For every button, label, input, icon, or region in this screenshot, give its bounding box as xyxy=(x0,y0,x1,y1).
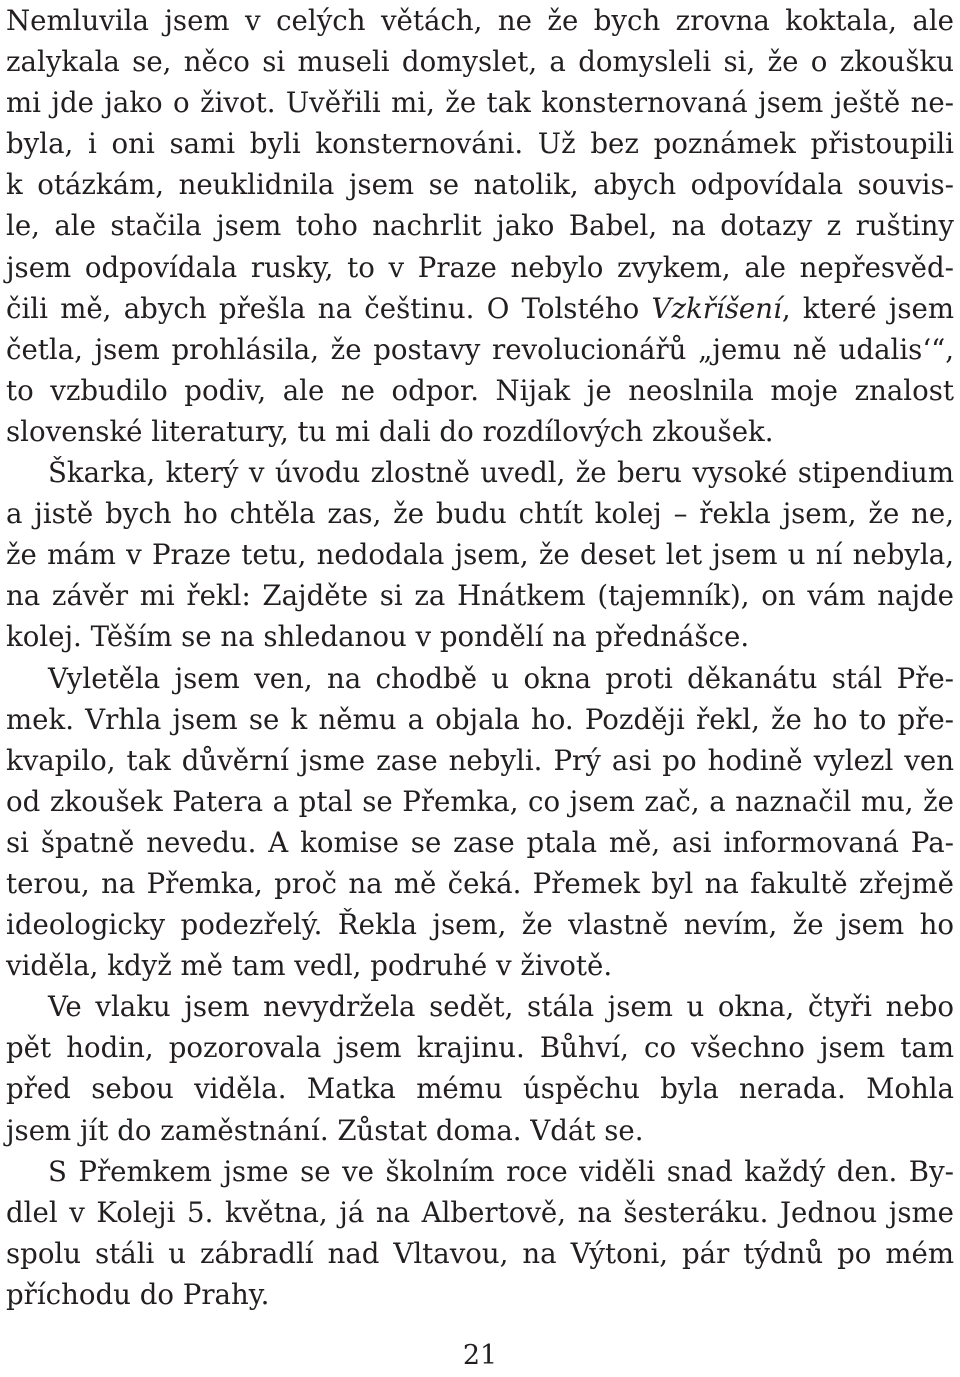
text-line xyxy=(6,41,954,82)
text-line xyxy=(6,781,954,822)
text-segment: čili mě, abych přešla na češtinu. O Tolstého xyxy=(6,291,652,325)
text-segment: , které jsem xyxy=(781,291,954,325)
text-segment: četla, jsem prohlásila, že postavy revolucionářů „jemu ně udalis‘“, xyxy=(6,332,954,366)
text-segment: že mám v Praze tetu, nedodala jsem, že deset let jsem u ní nebyla, xyxy=(6,538,954,572)
text-line xyxy=(6,1233,954,1274)
text-line xyxy=(6,1027,954,1068)
text-segment: kvapilo, tak důvěrní jsme zase nebyli. Prý asi po hodině vylezl ven xyxy=(6,743,954,777)
text-segment: k otázkám, neuklidnila jsem se natolik, abych odpovídala souvis- xyxy=(6,168,954,202)
text-segment: před sebou viděla. Matka mému úspěchu byla nerada. Mohla xyxy=(6,1072,954,1106)
text-segment: kolej. Těším se na shledanou v pondělí na přednášce. xyxy=(6,620,750,654)
text-line xyxy=(6,986,954,1027)
text-line xyxy=(6,945,954,986)
text-body xyxy=(6,0,954,1315)
text-segment: to vzbudilo podiv, ale ne odpor. Nijak je neoslnila moje znalost xyxy=(6,373,954,407)
text-segment: Nemluvila jsem v celých větách, ne že bych zrovna koktala, ale xyxy=(6,4,954,37)
text-line xyxy=(6,247,954,288)
text-line xyxy=(6,1068,954,1109)
text-segment: byla, i oni sami byli konsternováni. Už bez poznámek přistoupili xyxy=(6,127,954,161)
text-line xyxy=(6,288,954,329)
text-line xyxy=(6,904,954,945)
text-segment: S Přemkem jsme se ve školním roce viděli snad každý den. By- xyxy=(48,1154,954,1188)
text-segment: zalykala se, něco si museli domyslet, a domysleli si, že o zkoušku xyxy=(6,45,954,79)
text-line xyxy=(6,1274,954,1315)
page-number: 21 xyxy=(462,1340,498,1371)
text-segment: jsem jít do zaměstnání. Zůstat doma. Vdát se. xyxy=(6,1113,644,1147)
text-segment: spolu stáli u zábradlí nad Vltavou, na Výtoni, pár týdnů po mém xyxy=(6,1236,954,1270)
text-segment: le, ale stačila jsem toho nachrlit jako Babel, na dotazy z ruštiny xyxy=(6,209,954,243)
text-line xyxy=(6,370,954,411)
text-line xyxy=(6,699,954,740)
text-segment: jsem odpovídala rusky, to v Praze nebylo zvykem, ale nepřesvěd- xyxy=(6,250,954,284)
text-line xyxy=(6,658,954,699)
text-segment: slovenské literatury, tu mi dali do rozdílových zkoušek. xyxy=(6,414,774,448)
text-line xyxy=(6,1192,954,1233)
text-segment: dlel v Koleji 5. května, já na Albertově, na šesteráku. Jednou jsme xyxy=(6,1195,954,1229)
text-line xyxy=(6,0,954,41)
text-line xyxy=(6,822,954,863)
text-segment: Vyletěla jsem ven, na chodbě u okna proti děkanátu stál Pře- xyxy=(48,661,954,695)
text-segment: a jistě bych ho chtěla zas, že budu chtít kolej – řekla jsem, že ne, xyxy=(6,497,954,531)
text-line xyxy=(6,82,954,123)
text-segment: ideologicky podezřelý. Řekla jsem, že vlastně nevím, že jsem ho xyxy=(6,908,954,942)
text-line xyxy=(6,575,954,616)
text-segment: od zkoušek Patera a ptal se Přemka, co jsem zač, a naznačil mu, že xyxy=(6,784,954,818)
text-line xyxy=(6,452,954,493)
text-line xyxy=(6,411,954,452)
text-segment: na závěr mi řekl: Zajděte si za Hnátkem (tajemník), on vám najde xyxy=(6,579,954,613)
text-segment: mi jde jako o život. Uvěřili mi, že tak konsternovaná jsem ještě ne- xyxy=(6,86,954,120)
text-segment: terou, na Přemka, proč na mě čeká. Přemek byl na fakultě zřejmě xyxy=(6,866,954,900)
text-line xyxy=(6,740,954,781)
text-line xyxy=(6,1110,954,1151)
text-line xyxy=(6,123,954,164)
italic-title: Vzkříšení xyxy=(651,291,782,325)
text-segment: pět hodin, pozorovala jsem krajinu. Bůhví, co všechno jsem tam xyxy=(6,1031,954,1065)
text-line xyxy=(6,493,954,534)
text-line xyxy=(6,1151,954,1192)
text-line xyxy=(6,534,954,575)
text-segment: viděla, když mě tam vedl, podruhé v životě. xyxy=(6,949,613,983)
text-line xyxy=(6,205,954,246)
text-segment: mek. Vrhla jsem se k němu a objala ho. Později řekl, že ho to pře- xyxy=(6,702,954,736)
text-segment: Ve vlaku jsem nevydržela sedět, stála jsem u okna, čtyři nebo xyxy=(48,990,954,1024)
text-line xyxy=(6,164,954,205)
text-segment: příchodu do Prahy. xyxy=(6,1277,270,1311)
text-segment: Škarka, který v úvodu zlostně uvedl, že beru vysoké stipendium xyxy=(48,456,954,490)
text-segment: si špatně nevedu. A komise se zase ptala mě, asi informovaná Pa- xyxy=(6,825,954,859)
text-line xyxy=(6,616,954,657)
text-line xyxy=(6,329,954,370)
text-line xyxy=(6,863,954,904)
